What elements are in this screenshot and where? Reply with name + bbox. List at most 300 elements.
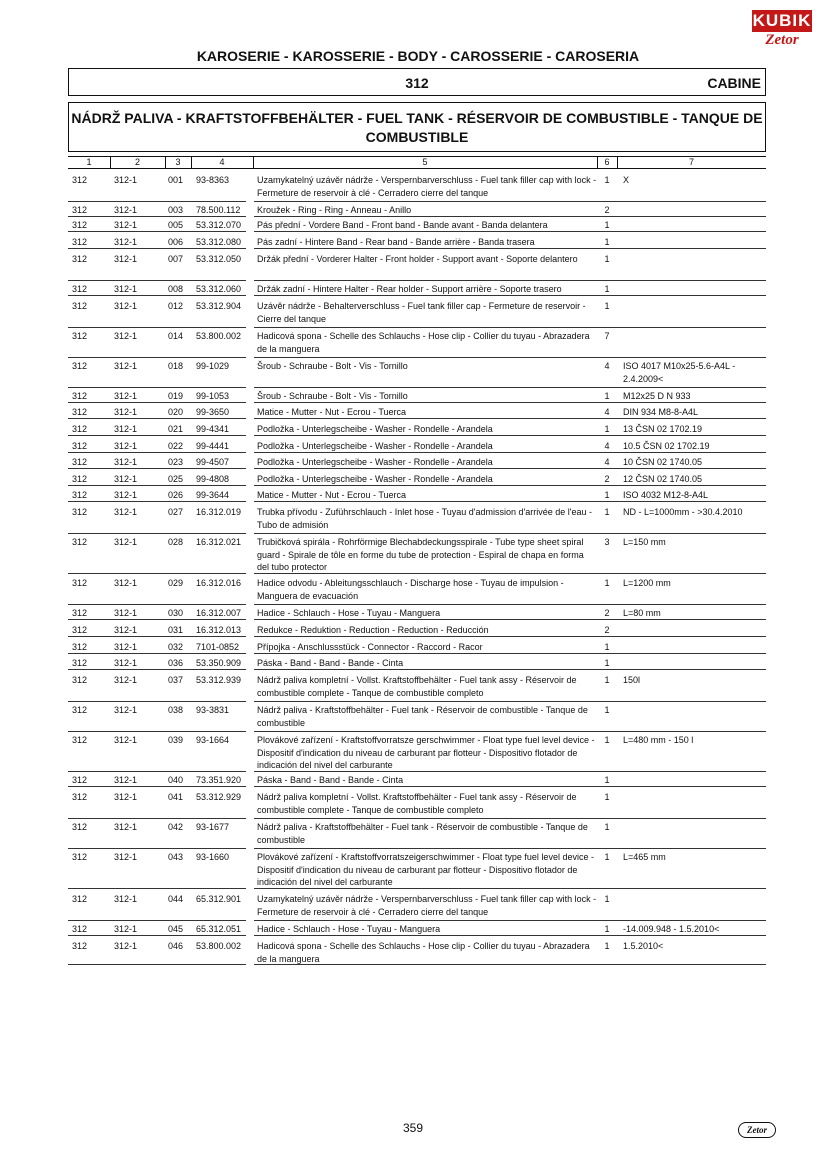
- col1-group: 312: [72, 507, 88, 517]
- col1-group: 312: [72, 675, 88, 685]
- table-row: [68, 236, 766, 249]
- col5-description: Matice - Mutter - Nut - Ecrou - Tuerca: [257, 407, 407, 417]
- col6-quantity: 1: [604, 941, 610, 951]
- row-divider: [254, 248, 766, 249]
- table-row: [68, 489, 766, 502]
- section-box: [68, 68, 766, 96]
- col7-note: L=150 mm: [623, 537, 666, 547]
- col3-position: 031: [168, 625, 184, 635]
- col3-position: 023: [168, 457, 184, 467]
- col2-subgroup: 312-1: [114, 924, 138, 934]
- row-divider: [254, 818, 766, 819]
- col1-group: 312: [72, 284, 88, 294]
- col3-position: 019: [168, 391, 184, 401]
- table-row: [68, 506, 766, 534]
- row-divider: [68, 485, 246, 486]
- col1-group: 312: [72, 735, 88, 745]
- row-divider: [68, 418, 246, 419]
- row-divider: [254, 387, 766, 388]
- row-divider: [68, 468, 246, 469]
- row-divider: [254, 935, 766, 936]
- col4-part-number: 7101-0852: [196, 642, 240, 652]
- col6-quantity: 1: [604, 822, 610, 832]
- col3-position: 012: [168, 301, 184, 311]
- col2-subgroup: 312-1: [114, 237, 138, 247]
- col5-description: Uzamykatelný uzávěr nádrže - Verspernbarverschluss - Fuel tank filler cap with lock - Fermeture de reservoir à clé - Cerradero cierre del tanque: [257, 894, 597, 917]
- col4-part-number: 53.350.909: [196, 658, 242, 668]
- col3-position: 021: [168, 424, 184, 434]
- col2-subgroup: 312-1: [114, 424, 138, 434]
- row-divider: [254, 435, 766, 436]
- row-divider: [68, 248, 246, 249]
- table-row: [68, 330, 766, 358]
- col5-description: Podložka - Unterlegscheibe - Washer - Rondelle - Arandela: [257, 457, 493, 467]
- row-divider: [254, 848, 766, 849]
- row-divider: [254, 280, 766, 281]
- col4-part-number: 53.312.060: [196, 284, 242, 294]
- table-row: [68, 607, 766, 620]
- table-row: [68, 657, 766, 670]
- row-divider: [254, 964, 766, 965]
- col1-group: 312: [72, 578, 88, 588]
- col7-note: L=1200 mm: [623, 578, 671, 588]
- table-row: [68, 473, 766, 486]
- col4-part-number: 99-1029: [196, 361, 230, 371]
- logo-zetor-text: Zetor: [765, 32, 799, 48]
- table-row: [68, 219, 766, 232]
- table-row: [68, 360, 766, 388]
- col5-description: Hadice odvodu - Ableitungsschlauch - Discharge hose - Tuyau de impulsion - Manguera de evacuación: [257, 578, 564, 601]
- col5-description: Trubičková spirála - Rohrförmige Blechabdeckungsspirale - Tube type sheet spiral guard - Spirale de tôle en forme du tube de protection - Espiral de chapa en forma del tubo protector: [257, 537, 584, 572]
- col6-quantity: 1: [604, 237, 610, 247]
- col1-group: 312: [72, 441, 88, 451]
- row-divider: [254, 418, 766, 419]
- table-row: [68, 283, 766, 296]
- row-divider: [254, 295, 766, 296]
- col5-description: Nádrž paliva - Kraftstoffbehälter - Fuel tank - Réservoir de combustible - Tanque de combustible: [257, 705, 588, 728]
- row-divider: [254, 920, 766, 921]
- table-row: [68, 204, 766, 217]
- column-header: 7: [688, 157, 694, 167]
- row-divider: [68, 848, 246, 849]
- row-divider: [254, 231, 766, 232]
- col7-note: -14.009.948 - 1.5.2010<: [623, 924, 720, 934]
- col2-subgroup: 312-1: [114, 205, 138, 215]
- col7-note: L=480 mm - 150 l: [623, 735, 694, 745]
- col7-note: 13 ČSN 02 1702.19: [623, 424, 703, 434]
- col1-group: 312: [72, 625, 88, 635]
- col2-subgroup: 312-1: [114, 775, 138, 785]
- row-divider: [254, 327, 766, 328]
- col2-subgroup: 312-1: [114, 441, 138, 451]
- row-divider: [68, 327, 246, 328]
- col1-group: 312: [72, 941, 88, 951]
- row-divider: [68, 216, 246, 217]
- row-divider: [254, 201, 766, 202]
- row-divider: [68, 573, 246, 574]
- col5-description: Hadicová spona - Schelle des Schlauchs - Hose clip - Collier du tuyau - Abrazadera de la manguera: [257, 331, 590, 354]
- row-divider: [68, 604, 246, 605]
- col1-group: 312: [72, 924, 88, 934]
- col3-position: 014: [168, 331, 184, 341]
- col4-part-number: 99-3650: [196, 407, 230, 417]
- row-divider: [68, 786, 246, 787]
- col2-subgroup: 312-1: [114, 507, 138, 517]
- col6-quantity: 1: [604, 220, 610, 230]
- row-divider: [68, 818, 246, 819]
- col6-quantity: 1: [604, 254, 610, 264]
- col1-group: 312: [72, 361, 88, 371]
- col4-part-number: 93-1664: [196, 735, 230, 745]
- col3-position: 020: [168, 407, 184, 417]
- col5-description: Podložka - Unterlegscheibe - Washer - Rondelle - Arandela: [257, 441, 493, 451]
- col3-position: 042: [168, 822, 184, 832]
- col7-note: 10 ČSN 02 1740.05: [623, 457, 703, 467]
- col5-description: Pás přední - Vordere Band - Front band - Bande avant - Banda delantera: [257, 220, 548, 230]
- col6-quantity: 4: [604, 407, 610, 417]
- row-divider: [254, 402, 766, 403]
- row-divider: [68, 669, 246, 670]
- col1-group: 312: [72, 705, 88, 715]
- col2-subgroup: 312-1: [114, 852, 138, 862]
- col5-description: Šroub - Schraube - Bolt - Vis - Tornillo: [257, 361, 408, 371]
- col2-subgroup: 312-1: [114, 457, 138, 467]
- col6-quantity: 1: [604, 792, 610, 802]
- col6-quantity: 2: [604, 608, 610, 618]
- col1-group: 312: [72, 237, 88, 247]
- col2-subgroup: 312-1: [114, 220, 138, 230]
- page-header-title: KAROSERIE - KAROSSERIE - BODY - CAROSSERIE - CAROSERIA: [196, 48, 640, 64]
- row-divider: [254, 669, 766, 670]
- col2-subgroup: 312-1: [114, 625, 138, 635]
- col3-position: 041: [168, 792, 184, 802]
- col5-description: Plovákové zařízení - Kraftstoffvorratszeigerschwimmer - Float type fuel level device - Dispositif d'indication du niveau de carburant par flotteur - Dispositivo flotador de indicación del nivel del carburante: [257, 852, 594, 887]
- row-divider: [254, 888, 766, 889]
- col6-quantity: 2: [604, 205, 610, 215]
- table-row: [68, 536, 766, 574]
- row-divider: [68, 501, 246, 502]
- col5-description: Páska - Band - Band - Bande - Cinta: [257, 775, 404, 785]
- col1-group: 312: [72, 642, 88, 652]
- col6-quantity: 1: [604, 735, 610, 745]
- col6-quantity: 4: [604, 361, 610, 371]
- table-row: [68, 456, 766, 469]
- col4-part-number: 16.312.007: [196, 608, 242, 618]
- row-divider: [254, 533, 766, 534]
- col6-quantity: 1: [604, 391, 610, 401]
- col1-group: 312: [72, 457, 88, 467]
- col4-part-number: 53.312.070: [196, 220, 242, 230]
- col6-quantity: 1: [604, 894, 610, 904]
- row-divider: [254, 216, 766, 217]
- table-row: [68, 674, 766, 702]
- col3-position: 043: [168, 852, 184, 862]
- table-row: [68, 734, 766, 772]
- col2-subgroup: 312-1: [114, 792, 138, 802]
- col3-position: 027: [168, 507, 184, 517]
- col3-position: 026: [168, 490, 184, 500]
- col3-position: 025: [168, 474, 184, 484]
- column-header: 2: [134, 157, 140, 167]
- col6-quantity: 1: [604, 490, 610, 500]
- table-row: [68, 300, 766, 328]
- col5-description: Držák zadní - Hintere Halter - Rear holder - Support arrière - Soporte trasero: [257, 284, 562, 294]
- col4-part-number: 65.312.051: [196, 924, 242, 934]
- kubik-zetor-logo: [752, 10, 812, 48]
- col3-position: 044: [168, 894, 184, 904]
- col6-quantity: 1: [604, 175, 610, 185]
- col4-part-number: 53.312.050: [196, 254, 242, 264]
- col6-quantity: 1: [604, 852, 610, 862]
- col5-description: Podložka - Unterlegscheibe - Washer - Rondelle - Arandela: [257, 474, 493, 484]
- row-divider: [68, 231, 246, 232]
- col7-note: ISO 4017 M10x25-5.6-A4L - 2.4.2009<: [623, 361, 736, 384]
- row-divider: [254, 731, 766, 732]
- col2-subgroup: 312-1: [114, 490, 138, 500]
- col5-description: Páska - Band - Band - Bande - Cinta: [257, 658, 404, 668]
- col4-part-number: 73.351.920: [196, 775, 242, 785]
- col1-group: 312: [72, 254, 88, 264]
- col1-group: 312: [72, 205, 88, 215]
- col7-note: X: [623, 175, 630, 185]
- col1-group: 312: [72, 537, 88, 547]
- col6-quantity: 4: [604, 457, 610, 467]
- col6-quantity: 1: [604, 705, 610, 715]
- row-divider: [68, 402, 246, 403]
- page-number: 359: [402, 1121, 424, 1135]
- col6-quantity: 1: [604, 507, 610, 517]
- col3-position: 006: [168, 237, 184, 247]
- col6-quantity: 1: [604, 424, 610, 434]
- col3-position: 030: [168, 608, 184, 618]
- col7-note: 1.5.2010<: [623, 941, 664, 951]
- col1-group: 312: [72, 391, 88, 401]
- column-header: 4: [219, 157, 225, 167]
- col4-part-number: 99-4507: [196, 457, 230, 467]
- col6-quantity: 1: [604, 924, 610, 934]
- row-divider: [68, 387, 246, 388]
- row-divider: [68, 280, 246, 281]
- col1-group: 312: [72, 775, 88, 785]
- row-divider: [68, 935, 246, 936]
- col3-position: 007: [168, 254, 184, 264]
- col5-description: Hadice - Schlauch - Hose - Tuyau - Manguera: [257, 924, 441, 934]
- col6-quantity: 1: [604, 658, 610, 668]
- row-divider: [254, 468, 766, 469]
- col4-part-number: 65.312.901: [196, 894, 242, 904]
- col5-description: Šroub - Schraube - Bolt - Vis - Tornillo: [257, 391, 408, 401]
- col7-note: ND - L=1000mm - >30.4.2010: [623, 507, 743, 517]
- col5-description: Nádrž paliva kompletní - Vollst. Kraftstoffbehälter - Fuel tank assy - Réservoir de combustible complete - Tanque de combustible completo: [257, 675, 577, 698]
- col3-position: 022: [168, 441, 184, 451]
- row-divider: [68, 435, 246, 436]
- col2-subgroup: 312-1: [114, 301, 138, 311]
- col5-description: Nádrž paliva kompletní - Vollst. Kraftstoffbehälter - Fuel tank assy - Réservoir de combustible complete - Tanque de combustible completo: [257, 792, 577, 815]
- row-divider: [254, 619, 766, 620]
- col7-note: ISO 4032 M12-8-A4L: [623, 490, 709, 500]
- col6-quantity: 1: [604, 301, 610, 311]
- col1-group: 312: [72, 474, 88, 484]
- col6-quantity: 4: [604, 441, 610, 451]
- col5-description: Uzamykatelný uzávěr nádrže - Verspernbarverschluss - Fuel tank filler cap with lock - Fermeture de reservoir à clé - Cerradero cierre del tanque: [257, 175, 597, 198]
- col3-position: 029: [168, 578, 184, 588]
- col5-description: Hadice - Schlauch - Hose - Tuyau - Manguera: [257, 608, 441, 618]
- col6-quantity: 2: [604, 474, 610, 484]
- row-divider: [254, 786, 766, 787]
- col1-group: 312: [72, 894, 88, 904]
- col2-subgroup: 312-1: [114, 608, 138, 618]
- col7-note: L=465 mm: [623, 852, 666, 862]
- row-divider: [68, 731, 246, 732]
- col7-note: 12 ČSN 02 1740.05: [623, 474, 703, 484]
- col4-part-number: 99-4808: [196, 474, 230, 484]
- col4-part-number: 99-1053: [196, 391, 230, 401]
- row-divider: [68, 920, 246, 921]
- col5-description: Trubka přívodu - Zuführschlauch - Inlet hose - Tuyau d'admission d'arrivée de l'eau - Tubo de admisión: [257, 507, 592, 530]
- table-row: [68, 821, 766, 849]
- col3-position: 008: [168, 284, 184, 294]
- table-row: [68, 253, 766, 281]
- table-row: [68, 577, 766, 605]
- col3-position: 005: [168, 220, 184, 230]
- col1-group: 312: [72, 220, 88, 230]
- col5-description: Nádrž paliva - Kraftstoffbehälter - Fuel tank - Réservoir de combustible - Tanque de combustible: [257, 822, 588, 845]
- col1-group: 312: [72, 301, 88, 311]
- col5-description: Hadicová spona - Schelle des Schlauchs - Hose clip - Collier du tuyau - Abrazadera de la manguera: [257, 941, 590, 964]
- group-title: NÁDRŽ PALIVA - KRAFTSTOFFBEHÄLTER - FUEL TANK - RÉSERVOIR DE COMBUSTIBLE - TANQUE DE COMBUSTIBLE: [68, 102, 766, 152]
- col4-part-number: 93-8363: [196, 175, 230, 185]
- column-header: 1: [86, 157, 92, 167]
- row-divider: [68, 357, 246, 358]
- col2-subgroup: 312-1: [114, 391, 138, 401]
- col4-part-number: 53.312.939: [196, 675, 242, 685]
- row-divider: [68, 533, 246, 534]
- row-divider: [254, 636, 766, 637]
- col3-position: 038: [168, 705, 184, 715]
- col1-group: 312: [72, 608, 88, 618]
- row-divider: [254, 452, 766, 453]
- col2-subgroup: 312-1: [114, 537, 138, 547]
- row-divider: [68, 653, 246, 654]
- table-row: [68, 624, 766, 637]
- col3-position: 036: [168, 658, 184, 668]
- col4-part-number: 99-4341: [196, 424, 230, 434]
- col1-group: 312: [72, 490, 88, 500]
- col4-part-number: 93-3831: [196, 705, 230, 715]
- col2-subgroup: 312-1: [114, 331, 138, 341]
- col2-subgroup: 312-1: [114, 705, 138, 715]
- col3-position: 003: [168, 205, 184, 215]
- col4-part-number: 53.800.002: [196, 941, 242, 951]
- table-row: [68, 174, 766, 202]
- row-divider: [68, 888, 246, 889]
- col4-part-number: 16.312.019: [196, 507, 242, 517]
- row-divider: [68, 295, 246, 296]
- col3-position: 046: [168, 941, 184, 951]
- column-header: 6: [604, 157, 610, 167]
- col3-position: 028: [168, 537, 184, 547]
- col5-description: Uzávěr nádrže - Behalterverschluss - Fuel tank filler cap - Fermeture de reservoir - Cierre del tanque: [257, 301, 586, 324]
- logo-kubik-text: KUBIK: [752, 11, 812, 30]
- col2-subgroup: 312-1: [114, 361, 138, 371]
- col2-subgroup: 312-1: [114, 822, 138, 832]
- row-divider: [68, 619, 246, 620]
- table-row: [68, 390, 766, 403]
- row-divider: [68, 771, 246, 772]
- table-row: [68, 440, 766, 453]
- col2-subgroup: 312-1: [114, 578, 138, 588]
- col5-description: Kroužek - Ring - Ring - Anneau - Anillo: [257, 205, 412, 215]
- col3-position: 001: [168, 175, 184, 185]
- row-divider: [68, 452, 246, 453]
- col4-part-number: 93-1660: [196, 852, 230, 862]
- section-name: CABINE: [707, 75, 761, 91]
- row-divider: [254, 485, 766, 486]
- col1-group: 312: [72, 424, 88, 434]
- col3-position: 045: [168, 924, 184, 934]
- column-header: 5: [422, 157, 428, 167]
- col4-part-number: 16.312.013: [196, 625, 242, 635]
- col5-description: Matice - Mutter - Nut - Ecrou - Tuerca: [257, 490, 407, 500]
- section-number: 312: [405, 75, 429, 91]
- col6-quantity: 3: [604, 537, 610, 547]
- col4-part-number: 53.312.080: [196, 237, 242, 247]
- col7-note: DIN 934 M8-8-A4L: [623, 407, 699, 417]
- table-row: [68, 940, 766, 965]
- row-divider: [254, 701, 766, 702]
- table-row: [68, 423, 766, 436]
- table-row: [68, 704, 766, 732]
- col2-subgroup: 312-1: [114, 658, 138, 668]
- col1-group: 312: [72, 175, 88, 185]
- col2-subgroup: 312-1: [114, 642, 138, 652]
- col2-subgroup: 312-1: [114, 894, 138, 904]
- table-row: [68, 774, 766, 787]
- column-header: 3: [175, 157, 181, 167]
- col6-quantity: 1: [604, 675, 610, 685]
- column-header-row: [68, 156, 766, 169]
- col2-subgroup: 312-1: [114, 675, 138, 685]
- row-divider: [68, 964, 246, 965]
- col7-note: 150l: [623, 675, 641, 685]
- row-divider: [254, 653, 766, 654]
- row-divider: [68, 201, 246, 202]
- col1-group: 312: [72, 658, 88, 668]
- col4-part-number: 53.312.904: [196, 301, 242, 311]
- col3-position: 018: [168, 361, 184, 371]
- col5-description: Držák přední - Vorderer Halter - Front holder - Support avant - Soporte delantero: [257, 254, 578, 264]
- col6-quantity: 1: [604, 284, 610, 294]
- col4-part-number: 53.800.002: [196, 331, 242, 341]
- col1-group: 312: [72, 852, 88, 862]
- col4-part-number: 16.312.016: [196, 578, 242, 588]
- zetor-footer-logo: Zetor: [738, 1122, 776, 1138]
- row-divider: [254, 357, 766, 358]
- col3-position: 032: [168, 642, 184, 652]
- table-row: [68, 406, 766, 419]
- col4-part-number: 93-1677: [196, 822, 230, 832]
- col4-part-number: 99-3644: [196, 490, 230, 500]
- col5-description: Podložka - Unterlegscheibe - Washer - Rondelle - Arandela: [257, 424, 493, 434]
- col5-description: Redukce - Reduktion - Reduction - Reduction - Reducción: [257, 625, 489, 635]
- row-divider: [254, 573, 766, 574]
- row-divider: [254, 501, 766, 502]
- col4-part-number: 53.312.929: [196, 792, 242, 802]
- col2-subgroup: 312-1: [114, 175, 138, 185]
- col2-subgroup: 312-1: [114, 474, 138, 484]
- col3-position: 039: [168, 735, 184, 745]
- col4-part-number: 99-4441: [196, 441, 230, 451]
